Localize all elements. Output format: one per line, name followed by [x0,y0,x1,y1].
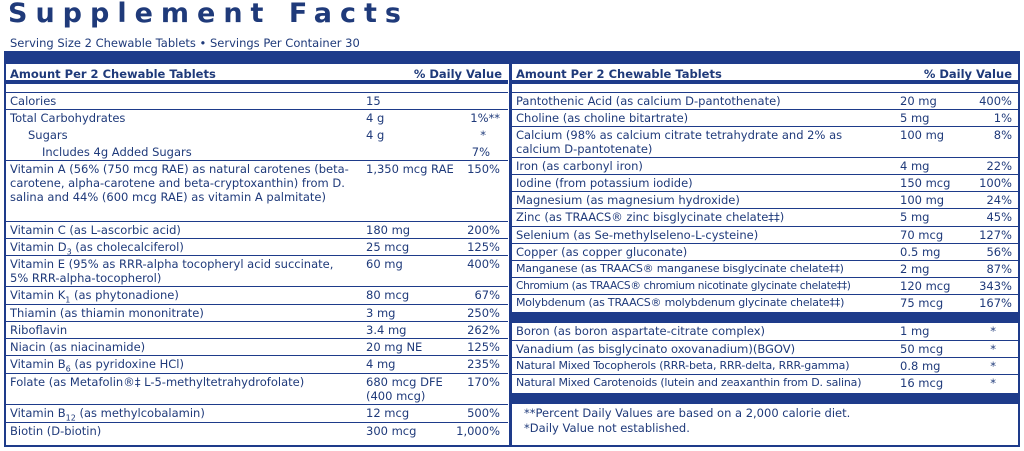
header-gap [512,84,1018,93]
nutrient-name: Riboflavin [10,323,68,337]
nutrient-row [512,323,1018,341]
nutrient-name: Vitamin A (56% (750 mcg RAE) as natural carotenes (beta-carotene, alpha-carotene and beta-cryptoxanthin) from D. salina and 44% (600 mcg RAE) as vitamin A palmitate) [10,162,349,204]
nutrient-name: Includes 4g Added Sugars [42,145,192,159]
nutrient-name: Vanadium (as bisglycinato oxovanadium)(BGOV) [516,342,796,356]
nutrient-amount: 4 g [366,128,385,142]
nutrient-row [6,161,508,222]
nutrient-row [6,405,508,423]
nutrient-name: Chromium (as TRAACS® chromium nicotinate glycinate chelate‡‡) [516,280,851,292]
nutrient-amount: 70 mcg [900,228,944,242]
nutrient-name: Vitamin $B_{12}$ (as methylcobalamin) [10,406,205,423]
nutrient-row [6,322,508,339]
nutrient-row [512,110,1018,127]
nutrient-amount: 16 mcg [900,376,944,390]
nutrient-name: Biotin (D-biotin) [10,424,102,438]
nutrient-amount: 1,350 mcg RAE [366,162,454,176]
nutrient-row [6,374,508,405]
nutrient-name: Copper (as copper gluconate) [516,245,688,259]
nutrient-row [6,356,508,374]
top-bar [4,51,1020,64]
nutrient-amount: 75 mcg [900,296,944,310]
nutrient-row [512,209,1018,227]
nutrient-name: Folate (as Metafolin®‡ L-5-methyltetrahydrofolate) [10,375,305,389]
nutrient-name: Choline (as choline bitartrate) [516,111,689,125]
nutrient-dv: * [990,324,996,338]
nutrient-row [6,93,508,110]
nutrient-amount: 680 mcg DFE (400 mcg) [366,375,443,403]
nutrient-row [6,222,508,239]
nutrient-amount: 180 mg [366,223,411,237]
nutrient-amount: 100 mg [900,128,945,142]
nutrient-amount: 50 mcg [900,342,944,356]
nutrient-amount: 300 mcg [366,424,417,438]
nutrient-amount: 20 mg NE [366,340,423,354]
separator-band [512,312,1018,323]
nutrient-dv: 127% [979,228,1012,242]
nutrient-dv: 400% [979,94,1012,108]
nutrient-name: Sugars [28,128,68,142]
nutrient-name: Pantothenic Acid (as calcium D-pantothenate) [516,94,781,108]
nutrient-amount: 12 mcg [366,406,410,420]
right-header [512,64,1018,84]
nutrient-row [6,339,508,356]
nutrient-dv: 343% [979,279,1012,293]
nutrient-row [6,287,508,305]
nutrient-dv: * [990,359,996,373]
nutrient-dv: 1,000% [456,424,500,438]
nutrient-name: Vitamin $K_1$ (as phytonadione) [10,288,179,305]
nutrient-amount: 5 mg [900,210,930,224]
left-header [6,64,508,84]
nutrient-row [6,110,508,127]
amount-header: Amount Per 2 Chewable Tablets [10,67,216,81]
nutrient-amount: 20 mg [900,94,937,108]
nutrient-row [512,278,1018,295]
nutrient-amount: 3.4 mg [366,323,407,337]
nutrient-row [512,295,1018,312]
nutrient-row [512,158,1018,175]
nutrient-row [512,93,1018,110]
nutrient-name: Manganese (as TRAACS® manganese bisglycinate chelate‡‡) [516,262,844,275]
nutrient-dv: 1% [993,111,1012,125]
panel-title: Supplement Facts [8,0,409,29]
nutrient-name: Molybdenum (as TRAACS® molybdenum glycinate chelate‡‡) [516,296,845,309]
nutrient-amount: 1 mg [900,324,930,338]
nutrient-name: Niacin (as niacinamide) [10,340,146,354]
footnote: **Percent Daily Values are based on a 2,000 calorie diet. [524,406,851,420]
nutrient-dv: 24% [986,193,1012,207]
nutrient-name: Selenium (as Se-methylseleno-L-cysteine) [516,228,759,242]
nutrient-dv: 1%** [470,111,500,125]
nutrient-row [512,358,1018,375]
nutrient-row [6,423,508,440]
nutrient-dv: 500% [467,406,500,420]
nutrient-row [512,227,1018,244]
nutrient-dv: 8% [993,128,1012,142]
nutrient-dv: 125% [467,340,500,354]
nutrient-amount: 60 mg [366,257,403,271]
nutrient-dv: 170% [467,375,500,389]
nutrient-dv: 45% [986,210,1012,224]
nutrient-amount: 4 g [366,111,385,125]
nutrient-row [512,341,1018,358]
nutrient-name: Vitamin $D_3$ (as cholecalciferol) [10,240,184,257]
nutrient-name: Magnesium (as magnesium hydroxide) [516,193,740,207]
nutrient-dv: 150% [467,162,500,176]
nutrient-dv: 7% [471,145,490,159]
nutrient-amount: 0.8 mg [900,359,941,373]
nutrient-dv: * [990,376,996,390]
nutrient-dv: 67% [474,288,500,302]
nutrient-row [6,144,508,161]
nutrient-amount: 4 mg [366,357,396,371]
nutrient-name: Zinc (as TRAACS® zinc bisglycinate chelate‡‡) [516,210,785,224]
nutrient-dv: 100% [979,176,1012,190]
nutrient-dv: 400% [467,257,500,271]
nutrient-name: Iodine (from potassium iodide) [516,176,693,190]
nutrient-amount: 0.5 mg [900,245,941,259]
dv-header: % Daily Value [413,67,502,81]
nutrient-amount: 120 mcg [900,279,951,293]
nutrient-name: Vitamin $B_6$ (as pyridoxine HCl) [10,357,184,374]
nutrient-amount: 100 mg [900,193,945,207]
nutrient-row [6,239,508,256]
nutrient-dv: 200% [467,223,500,237]
nutrient-name: Boron (as boron aspartate-citrate complex) [516,324,766,338]
footnote: *Daily Value not established. [524,421,690,435]
nutrient-amount: 3 mg [366,306,396,320]
nutrient-amount: 2 mg [900,262,930,276]
nutrient-row [6,256,508,287]
nutrient-dv: 262% [467,323,500,337]
nutrient-row [6,305,508,322]
serving-info: Serving Size 2 Chewable Tablets • Servings Per Container 30 [10,36,360,50]
nutrient-dv: 167% [979,296,1012,310]
nutrient-name: Thiamin (as thiamin mononitrate) [10,306,204,320]
nutrient-dv: * [990,342,996,356]
separator-band [512,393,1018,404]
nutrient-row [512,192,1018,209]
nutrient-row [512,375,1018,393]
nutrient-amount: 5 mg [900,111,930,125]
nutrient-name: Vitamin C (as L-ascorbic acid) [10,223,181,237]
nutrient-row [512,175,1018,192]
header-gap [6,84,508,93]
nutrient-row [6,127,508,144]
nutrient-name: Iron (as carbonyl iron) [516,159,643,173]
nutrient-row [512,261,1018,278]
nutrient-row [512,244,1018,261]
nutrient-dv: 235% [467,357,500,371]
amount-header: Amount Per 2 Chewable Tablets [516,67,722,81]
nutrient-name: Calcium (98% as calcium citrate tetrahydrate and 2% as calcium D-pantotenate) [516,128,843,156]
left-column [6,64,508,440]
nutrient-dv: 125% [467,240,500,254]
nutrient-name: Natural Mixed Tocopherols (RRR-beta, RRR-delta, RRR-gamma) [516,359,850,372]
nutrient-name: Calories [10,94,57,108]
nutrient-amount: 15 [366,94,381,108]
nutrient-dv: 87% [986,262,1012,276]
nutrient-dv: 56% [986,245,1012,259]
nutrient-row [512,127,1018,158]
nutrient-name: Vitamin E (95% as RRR-alpha tocopheryl acid succinate, 5% RRR-alpha-tocopherol) [10,257,334,285]
nutrient-amount: 80 mcg [366,288,410,302]
nutrient-amount: 4 mg [900,159,930,173]
nutrient-amount: 150 mcg [900,176,951,190]
nutrient-amount: 25 mcg [366,240,410,254]
right-column [512,64,1018,436]
nutrient-dv: 250% [467,306,500,320]
nutrient-dv: 22% [986,159,1012,173]
nutrient-name: Natural Mixed Carotenoids (lutein and zeaxanthin from D. salina) [516,376,862,389]
nutrient-dv: * [480,128,486,142]
dv-header: % Daily Value [923,67,1012,81]
nutrient-name: Total Carbohydrates [10,111,126,125]
